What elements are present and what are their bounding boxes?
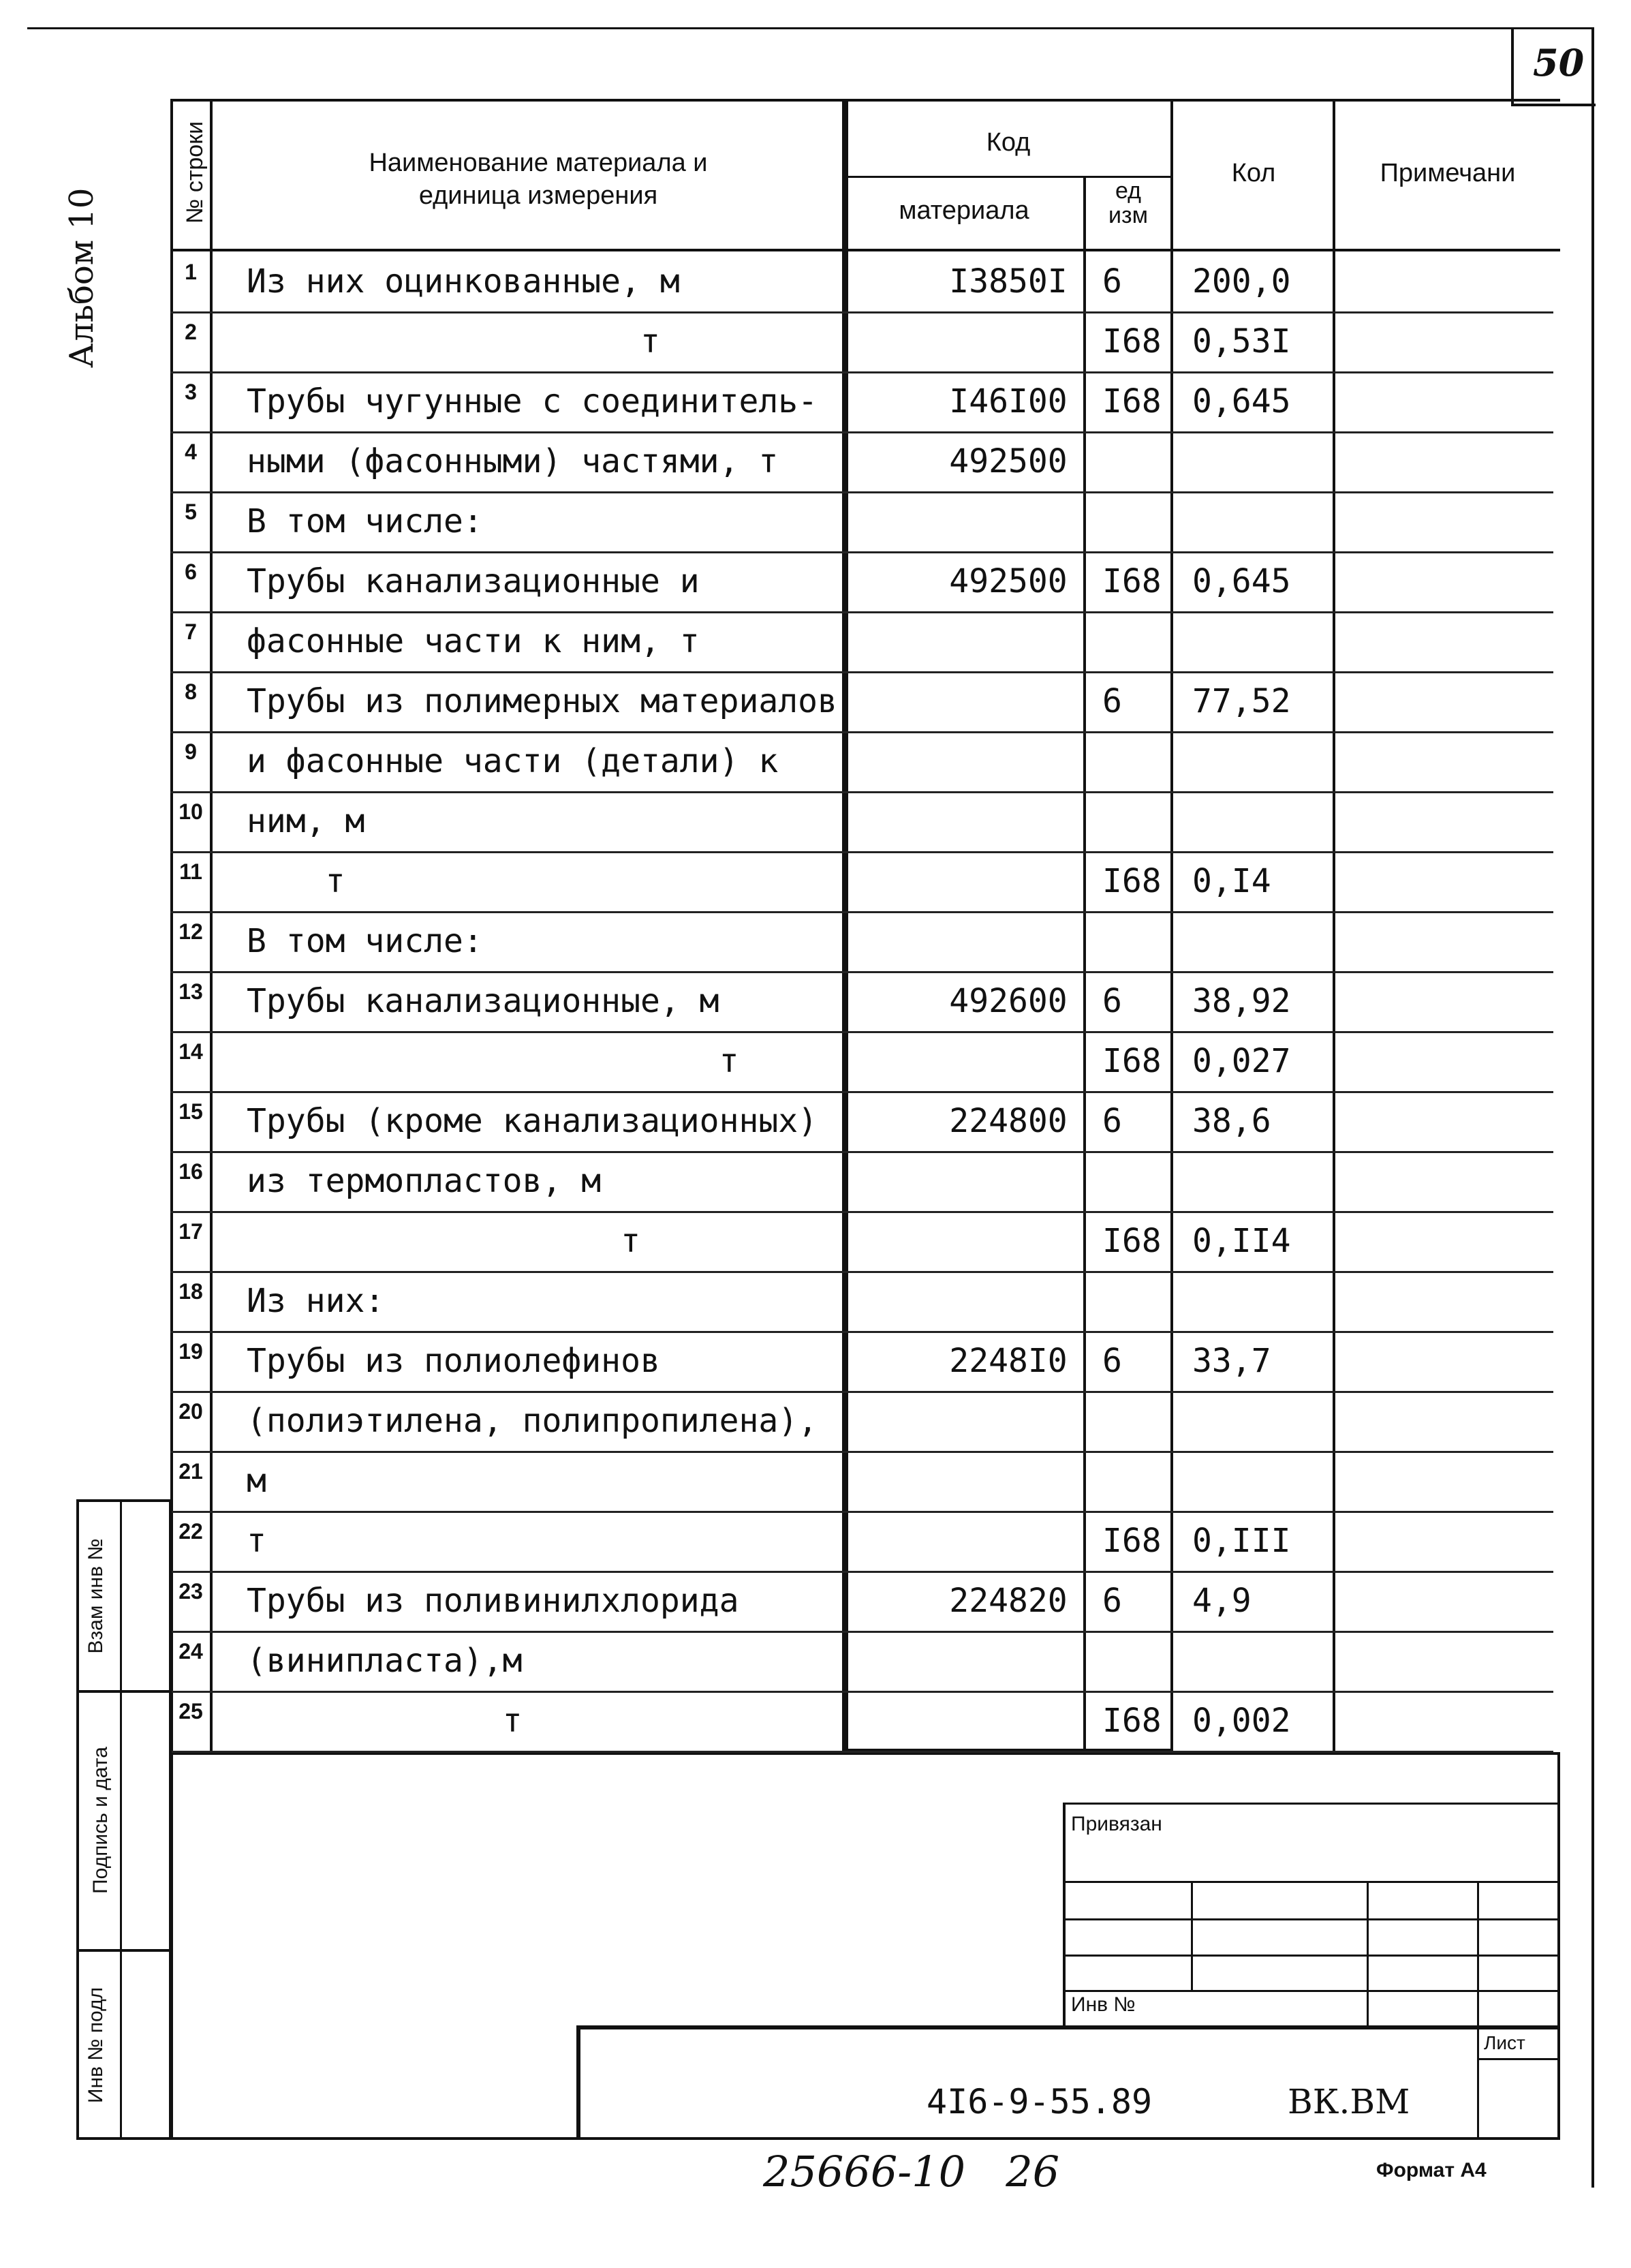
material-name: В том числе: xyxy=(247,922,483,960)
row-number: 7 xyxy=(185,619,197,644)
quantity: 0,53I xyxy=(1192,322,1291,361)
material-code: I46I00 xyxy=(949,382,1068,420)
material-name: В том числе: xyxy=(247,502,483,540)
table-row xyxy=(170,1511,1553,1573)
material-name: Из них оцинкованные, м xyxy=(247,262,680,301)
quantity xyxy=(1192,911,1342,971)
header-name: Наименование материала и единица измерения xyxy=(369,149,708,210)
tb-vline-3 xyxy=(1367,1881,1369,2027)
table-row xyxy=(170,611,1553,673)
material-code xyxy=(892,1031,1124,1091)
quantity: 0,002 xyxy=(1192,1702,1291,1740)
tb-main-left xyxy=(576,2025,580,2140)
quantity: 77,52 xyxy=(1192,682,1291,720)
quantity: 0,II4 xyxy=(1192,1222,1291,1260)
table-row xyxy=(170,551,1553,613)
unit-code xyxy=(1090,1271,1191,1331)
quantity: 4,9 xyxy=(1192,1582,1252,1620)
unit-code: 6 xyxy=(1102,1582,1122,1620)
side-podpis: Подпись и дата xyxy=(89,1747,112,1894)
handwritten-number: 25666-10 26 xyxy=(763,2147,1060,2196)
row-number: 17 xyxy=(178,1219,203,1244)
material-name: м xyxy=(247,1462,266,1500)
table-row xyxy=(170,911,1553,973)
table-row xyxy=(170,1211,1553,1273)
quantity xyxy=(1192,1151,1342,1211)
row-number: 14 xyxy=(178,1039,203,1064)
quantity: 0,027 xyxy=(1192,1042,1291,1080)
material-code: 2248I0 xyxy=(949,1342,1068,1380)
material-code xyxy=(892,1451,1124,1511)
quantity xyxy=(1192,1631,1342,1691)
row-number: 9 xyxy=(185,739,197,764)
quantity: 38,6 xyxy=(1192,1102,1271,1140)
row-number: 25 xyxy=(178,1699,203,1723)
material-code xyxy=(892,1151,1124,1211)
table-row xyxy=(170,791,1553,853)
row-number: 19 xyxy=(178,1339,203,1364)
header-code-unit: ед изм xyxy=(1108,178,1148,228)
material-name: ним, м xyxy=(247,802,365,840)
material-name: Трубы из полимерных материалов xyxy=(247,682,837,720)
material-code xyxy=(892,911,1124,971)
material-name: Трубы из поливинилхлорида xyxy=(247,1582,739,1620)
table-row xyxy=(170,1631,1553,1693)
side-stamp-divider xyxy=(120,1499,122,2140)
material-name: Из них: xyxy=(247,1282,385,1320)
row-number: 2 xyxy=(185,320,197,344)
table-row xyxy=(170,1151,1553,1213)
quantity xyxy=(1192,731,1342,791)
unit-code xyxy=(1090,491,1191,551)
table-row xyxy=(170,491,1553,553)
row-number: 21 xyxy=(178,1459,203,1484)
tb-hline-3 xyxy=(1063,1918,1560,1920)
material-name: т xyxy=(247,1702,523,1740)
tb-hline-2 xyxy=(1063,1881,1560,1883)
bottom-line xyxy=(170,2137,1560,2140)
tb-list-sep xyxy=(1477,2058,1560,2060)
table-row xyxy=(170,671,1553,733)
row-number: 6 xyxy=(185,560,197,584)
tb-vline-1 xyxy=(1063,1803,1066,2027)
quantity: 38,92 xyxy=(1192,982,1291,1020)
row-number: 4 xyxy=(185,440,197,464)
unit-code: 6 xyxy=(1102,1342,1122,1380)
unit-code xyxy=(1090,1391,1191,1451)
bottom-left-line xyxy=(170,1755,173,2140)
header-code: Код xyxy=(986,128,1031,157)
side-stamp-sep-2 xyxy=(76,1949,172,1952)
header-qty: Кол xyxy=(1231,159,1276,187)
unit-code xyxy=(1090,1451,1191,1511)
material-code xyxy=(892,1631,1124,1691)
unit-code: I68 xyxy=(1102,1522,1162,1560)
row-number: 8 xyxy=(185,679,197,704)
material-code xyxy=(892,1691,1124,1751)
material-name: ными (фасонными) частями, т xyxy=(247,442,779,480)
tb-hline-top xyxy=(1063,1803,1560,1805)
inv-no-label: Инв № xyxy=(1071,1993,1136,2016)
unit-code xyxy=(1090,791,1191,851)
material-name: из термопластов, м xyxy=(247,1162,602,1200)
unit-code: I68 xyxy=(1102,562,1162,600)
material-name: т xyxy=(247,1042,739,1080)
quantity xyxy=(1192,431,1342,491)
unit-code xyxy=(1090,1631,1191,1691)
table-row xyxy=(170,851,1553,913)
table-row xyxy=(170,1391,1553,1453)
material-code: 492600 xyxy=(949,982,1068,1020)
material-name: (винипласта),м xyxy=(247,1642,523,1680)
material-name: Трубы чугунные с соединитель- xyxy=(247,382,818,420)
material-code xyxy=(892,1211,1124,1271)
row-number: 15 xyxy=(178,1099,203,1124)
material-name: Трубы канализационные и xyxy=(247,562,700,600)
quantity: 0,645 xyxy=(1192,562,1291,600)
table-row xyxy=(170,1031,1553,1093)
header-code-material: материала xyxy=(899,196,1029,225)
material-name: Трубы из полиолефинов xyxy=(247,1342,660,1380)
material-name: Трубы (кроме канализационных) xyxy=(247,1102,818,1140)
row-number: 23 xyxy=(178,1579,203,1604)
table-row xyxy=(170,971,1553,1033)
unit-code xyxy=(1090,611,1191,671)
row-number: 10 xyxy=(178,799,203,824)
row-number: 13 xyxy=(178,979,203,1004)
row-number: 18 xyxy=(178,1279,203,1304)
unit-code: I68 xyxy=(1102,1702,1162,1740)
quantity: 0,645 xyxy=(1192,382,1291,420)
material-code: 224820 xyxy=(949,1582,1068,1620)
table-row xyxy=(170,1271,1553,1333)
unit-code: 6 xyxy=(1102,1102,1122,1140)
quantity: 0,I4 xyxy=(1192,862,1271,900)
unit-code: I68 xyxy=(1102,322,1162,361)
table-row xyxy=(170,731,1553,793)
row-number: 11 xyxy=(179,859,202,884)
table-row xyxy=(170,311,1553,373)
table-row xyxy=(170,371,1553,433)
material-code: 492500 xyxy=(949,562,1068,600)
unit-code: I68 xyxy=(1102,1222,1162,1260)
unit-code: I68 xyxy=(1102,862,1162,900)
page-number: 50 xyxy=(1533,41,1585,85)
material-code: 492500 xyxy=(949,442,1068,480)
tb-vline-2 xyxy=(1191,1881,1193,1990)
doc-code: 4I6-9-55.89 xyxy=(927,2082,1153,2121)
row-number: 5 xyxy=(185,500,197,524)
table-row xyxy=(170,431,1553,493)
table-row xyxy=(170,1571,1553,1633)
row-number: 20 xyxy=(178,1399,203,1424)
material-name: Трубы канализационные, м xyxy=(247,982,719,1020)
doc-mark: ВК.ВМ xyxy=(1288,2082,1410,2121)
unit-code xyxy=(1090,731,1191,791)
material-code: 224800 xyxy=(949,1102,1068,1140)
privyazan-label: Привязан xyxy=(1071,1813,1162,1835)
row-number: 12 xyxy=(178,919,203,944)
material-code xyxy=(892,731,1124,791)
side-inv-podl: Инв № подл xyxy=(84,1987,107,2104)
tb-hline-4 xyxy=(1063,1955,1560,1957)
quantity xyxy=(1192,1391,1342,1451)
list-label: Лист xyxy=(1484,2032,1525,2053)
tb-hline-5 xyxy=(1063,1990,1560,1992)
row-number: 16 xyxy=(178,1159,203,1184)
unit-code: 6 xyxy=(1102,262,1122,301)
material-code xyxy=(892,611,1124,671)
quantity xyxy=(1192,491,1342,551)
quantity: 200,0 xyxy=(1192,262,1291,301)
material-code xyxy=(892,671,1124,731)
tb-list-line xyxy=(1477,2025,1479,2140)
unit-code xyxy=(1090,431,1191,491)
table-row xyxy=(170,251,1553,313)
material-code: I3850I xyxy=(949,262,1068,301)
material-code xyxy=(892,311,1124,371)
quantity xyxy=(1192,1451,1342,1511)
material-name: и фасонные части (детали) к xyxy=(247,742,779,780)
top-border xyxy=(27,27,1594,29)
table-row xyxy=(170,1691,1553,1753)
row-number: 22 xyxy=(178,1519,203,1544)
unit-code: I68 xyxy=(1102,1042,1162,1080)
right-border xyxy=(1591,27,1594,2188)
side-vzam: Взам инв № xyxy=(84,1538,107,1654)
header-note: Примечани xyxy=(1380,159,1516,187)
page-number-box xyxy=(1511,27,1596,106)
unit-code: I68 xyxy=(1102,382,1162,420)
row-number: 3 xyxy=(185,380,197,404)
quantity: 33,7 xyxy=(1192,1342,1271,1380)
material-code xyxy=(892,851,1124,911)
format-label: Формат А4 xyxy=(1376,2159,1487,2181)
quantity: 0,III xyxy=(1192,1522,1291,1560)
material-code xyxy=(892,1271,1124,1331)
material-name: т xyxy=(247,1522,266,1560)
material-name: т xyxy=(247,322,660,361)
table-row xyxy=(170,1331,1553,1393)
row-number: 1 xyxy=(185,260,197,284)
material-code xyxy=(892,1391,1124,1451)
material-code xyxy=(892,491,1124,551)
row-number: 24 xyxy=(178,1639,203,1664)
unit-code xyxy=(1090,1151,1191,1211)
header-row-no: № строки xyxy=(182,121,208,224)
material-name: т xyxy=(247,1222,640,1260)
table-row xyxy=(170,1451,1553,1513)
unit-code: 6 xyxy=(1102,682,1122,720)
material-code xyxy=(892,1511,1124,1571)
table-row xyxy=(170,1091,1553,1153)
album-label: Альбом 10 xyxy=(63,187,101,368)
quantity xyxy=(1192,791,1342,851)
bottom-right-line xyxy=(1557,1755,1560,2140)
unit-code: 6 xyxy=(1102,982,1122,1020)
tb-vline-4 xyxy=(1477,1881,1479,2027)
tb-main-top xyxy=(576,2025,1560,2029)
unit-code xyxy=(1090,911,1191,971)
side-stamp-sep-1 xyxy=(76,1690,172,1693)
material-name: (полиэтилена, полипропилена), xyxy=(247,1402,818,1440)
material-name: фасонные части к ним, т xyxy=(247,622,700,660)
material-code xyxy=(892,791,1124,851)
quantity xyxy=(1192,611,1342,671)
quantity xyxy=(1192,1271,1342,1331)
material-name: т xyxy=(247,862,345,900)
